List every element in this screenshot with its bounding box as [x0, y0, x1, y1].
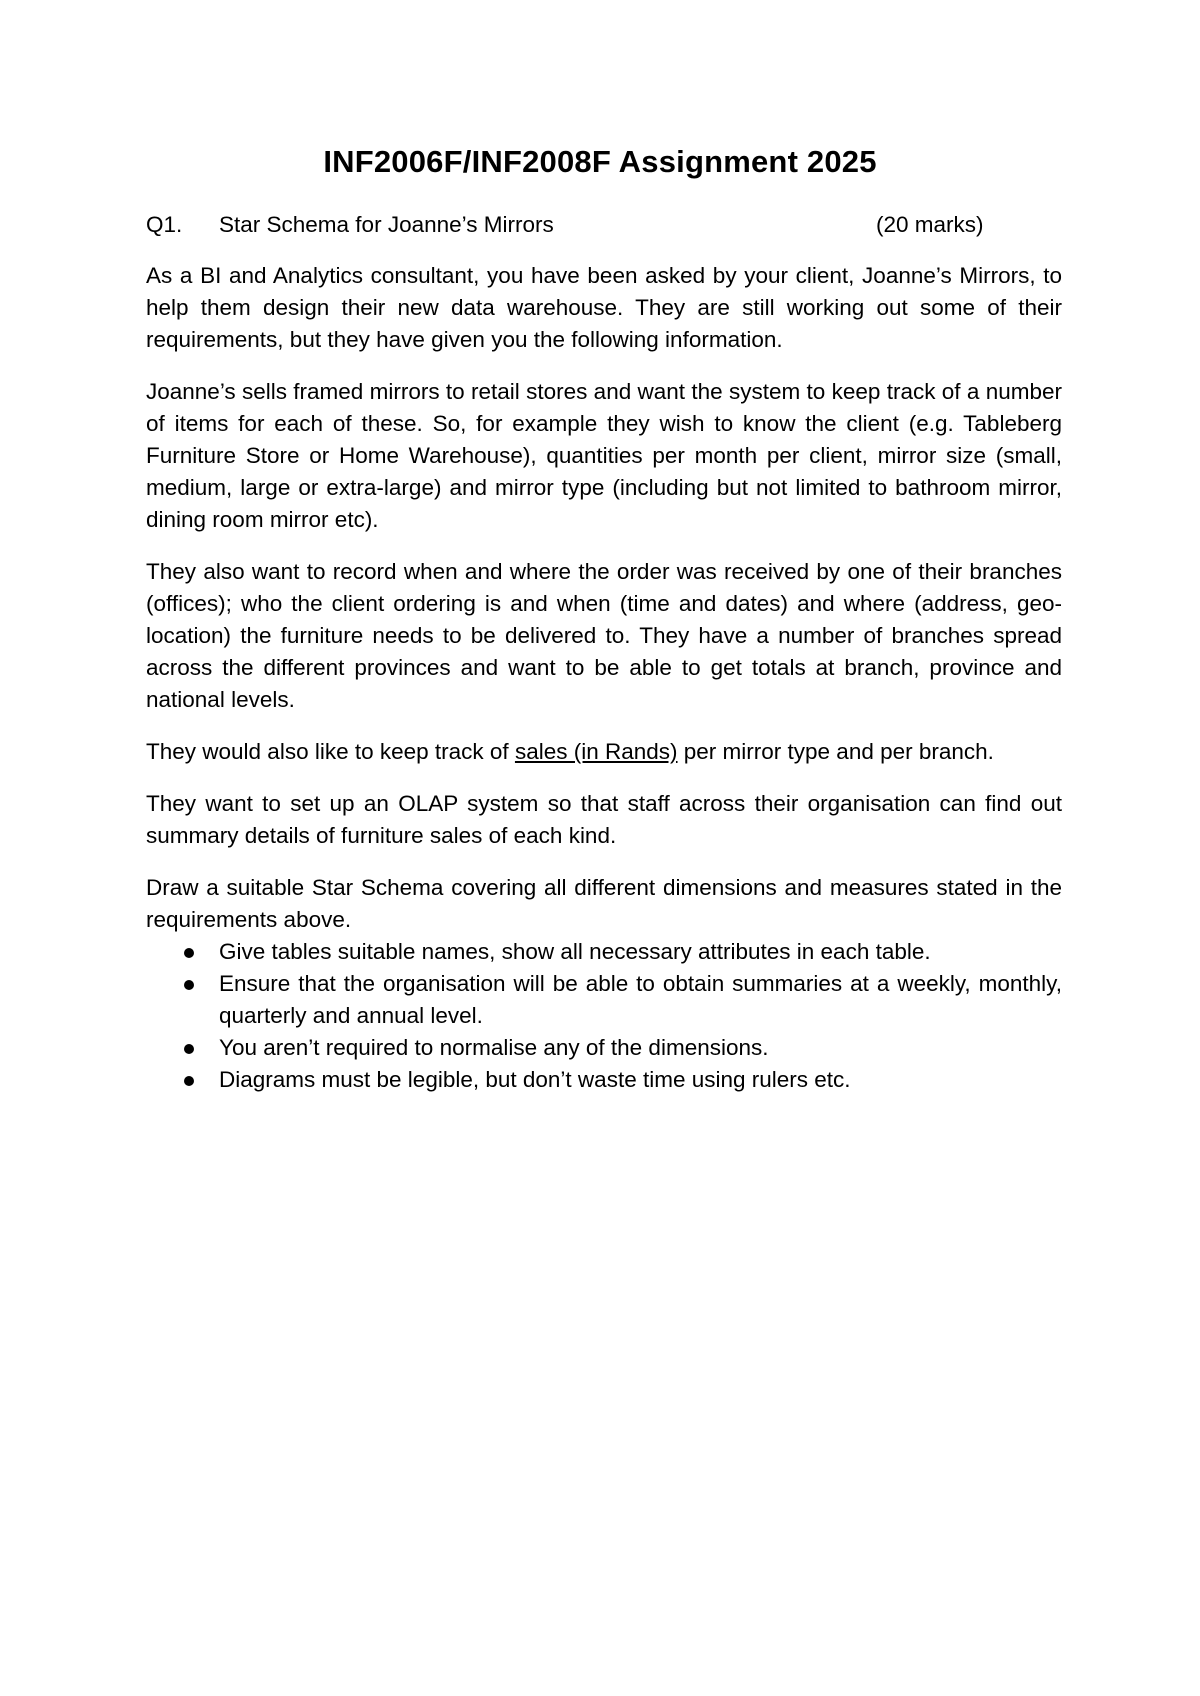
bullet-icon	[184, 948, 194, 958]
paragraph-products: Joanne’s sells framed mirrors to retail stores and want the system to keep track of a number of items for each of these. So, for example they wish to know the client (e.g. Tableberg Furniture Store or Home Warehouse), quantities per month per client, mirror size (small, medium, large or extra-large) and mirror type (including but not limited to bathroom mirror, dining room mirror etc).	[146, 379, 1062, 532]
list-item	[146, 936, 1062, 968]
list-item-text: Give tables suitable names, show all necessary attributes in each table.	[219, 939, 931, 964]
question-number: Q1.	[146, 212, 183, 237]
question-body	[146, 260, 1062, 1096]
paragraph-orders: They also want to record when and where the order was received by one of their branches (offices); who the client ordering is and when (time and dates) and where (address, geo-location) the furniture needs to be delivered to. They have a number of branches spread across the different provinces and want to be able to get totals at branch, province and national levels.	[146, 559, 1062, 712]
sales-text-before: They would also like to keep track of	[146, 739, 515, 764]
sales-underlined-text: sales (in Rands)	[514, 739, 678, 764]
bullet-icon	[184, 1076, 194, 1086]
paragraph-sales	[146, 736, 1062, 768]
question-marks: (20 marks)	[876, 212, 984, 237]
list-item-text: You aren’t required to normalise any of the dimensions.	[219, 1035, 769, 1060]
bullet-icon	[184, 1044, 194, 1054]
document-title: INF2006F/INF2008F Assignment 2025	[323, 144, 877, 179]
paragraph-intro: As a BI and Analytics consultant, you have been asked by your client, Joanne’s Mirrors, to help them design their new data warehouse. They are still working out some of their requirements, but they have given you the following information.	[146, 263, 1062, 352]
list-item	[146, 968, 1062, 1032]
list-item-text: Ensure that the organisation will be able to obtain summaries at a weekly, monthly, quarterly and annual level.	[219, 971, 1062, 1028]
paragraph-instructions: Draw a suitable Star Schema covering all different dimensions and measures stated in the requirements above.	[146, 875, 1062, 932]
sales-text-after: per mirror type and per branch.	[677, 739, 994, 764]
instruction-list	[146, 936, 1062, 1096]
question-title: Star Schema for Joanne’s Mirrors	[219, 212, 554, 237]
list-item-text: Diagrams must be legible, but don’t waste time using rulers etc.	[219, 1067, 851, 1092]
paragraph-olap: They want to set up an OLAP system so that staff across their organisation can find out summary details of furniture sales of each kind.	[146, 791, 1062, 848]
bullet-icon	[184, 980, 194, 990]
list-item	[146, 1064, 1062, 1096]
list-item	[146, 1032, 1062, 1064]
